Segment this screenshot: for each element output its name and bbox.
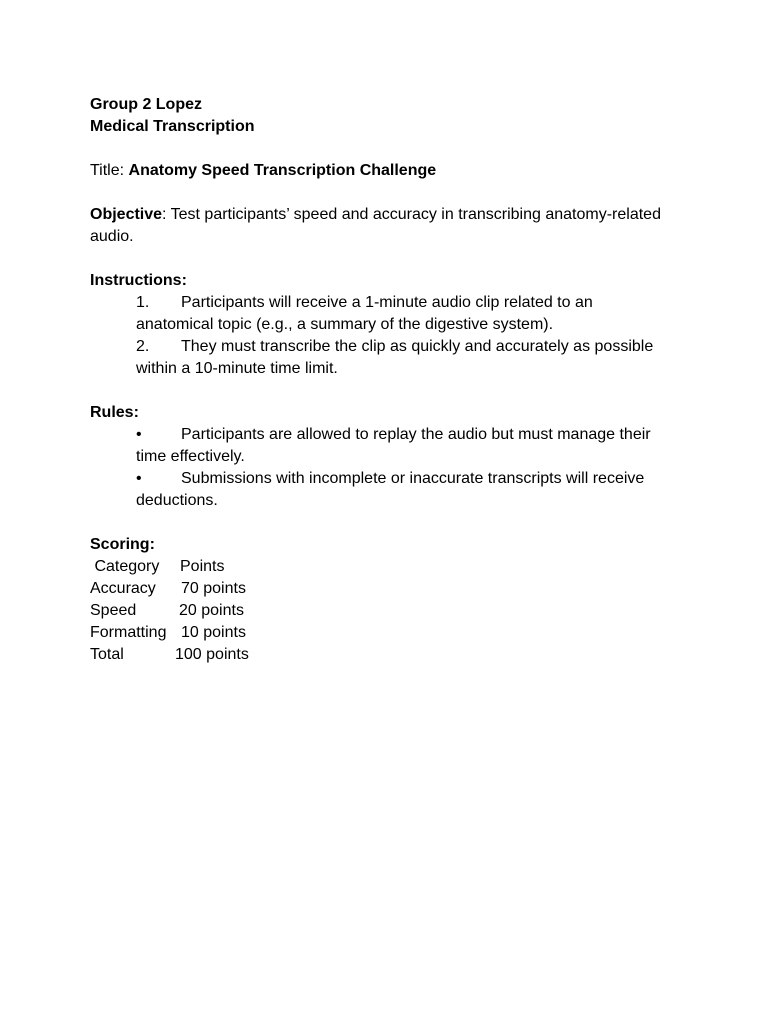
table-row bbox=[90, 622, 690, 644]
list-item-text: They must transcribe the clip as quickly and accurately as possible within a 10-minute time limit. bbox=[136, 338, 654, 377]
bullet-marker: • bbox=[136, 470, 142, 487]
points-cell: 70 points bbox=[181, 580, 246, 597]
scoring-heading: Scoring: bbox=[90, 536, 155, 553]
spacer bbox=[90, 248, 690, 270]
list-marker: 2. bbox=[136, 338, 150, 355]
list-item-text: Submissions with incomplete or inaccurate transcripts will receive deductions. bbox=[136, 470, 645, 509]
objective-paragraph bbox=[90, 204, 665, 248]
list-item bbox=[136, 292, 666, 336]
bullet-marker: • bbox=[136, 426, 142, 443]
list-marker: 1. bbox=[136, 294, 150, 311]
table-row bbox=[90, 644, 690, 666]
list-item bbox=[136, 336, 666, 380]
list-item bbox=[136, 424, 666, 468]
rules-heading: Rules: bbox=[90, 404, 139, 421]
group-name: Group 2 Lopez bbox=[90, 96, 202, 113]
rules-list bbox=[90, 424, 666, 512]
category-cell: Formatting bbox=[90, 624, 167, 641]
scoring-table bbox=[90, 556, 690, 666]
table-row bbox=[90, 600, 690, 622]
category-cell: Total bbox=[90, 646, 124, 663]
instructions-list bbox=[90, 292, 666, 380]
document-page bbox=[90, 94, 690, 666]
list-item-text: Participants are allowed to replay the audio but must manage their time effectively. bbox=[136, 426, 651, 465]
course-name: Medical Transcription bbox=[90, 118, 255, 135]
table-row bbox=[90, 578, 690, 600]
objective-label: Objective bbox=[90, 206, 163, 223]
spacer bbox=[90, 512, 690, 534]
spacer bbox=[90, 138, 690, 160]
category-cell: Accuracy bbox=[90, 580, 156, 597]
points-cell: 20 points bbox=[179, 602, 244, 619]
list-item-text: Participants will receive a 1-minute audio clip related to an anatomical topic (e.g., a summary of the digestive system). bbox=[136, 294, 593, 333]
spacer bbox=[90, 182, 690, 204]
title-label: Title: bbox=[90, 162, 129, 179]
list-item bbox=[136, 468, 666, 512]
category-cell: Speed bbox=[90, 602, 137, 619]
points-cell: 100 points bbox=[175, 646, 249, 663]
points-cell: 10 points bbox=[181, 624, 246, 641]
table-header-row bbox=[90, 556, 690, 578]
objective-text: : Test participants’ speed and accuracy in transcribing anatomy-related audio. bbox=[90, 206, 661, 245]
spacer bbox=[90, 380, 690, 402]
points-header: Points bbox=[180, 558, 225, 575]
title-line bbox=[90, 160, 690, 182]
category-header: Category bbox=[90, 558, 160, 575]
title-value: Anatomy Speed Transcription Challenge bbox=[128, 162, 437, 179]
instructions-heading: Instructions: bbox=[90, 272, 187, 289]
